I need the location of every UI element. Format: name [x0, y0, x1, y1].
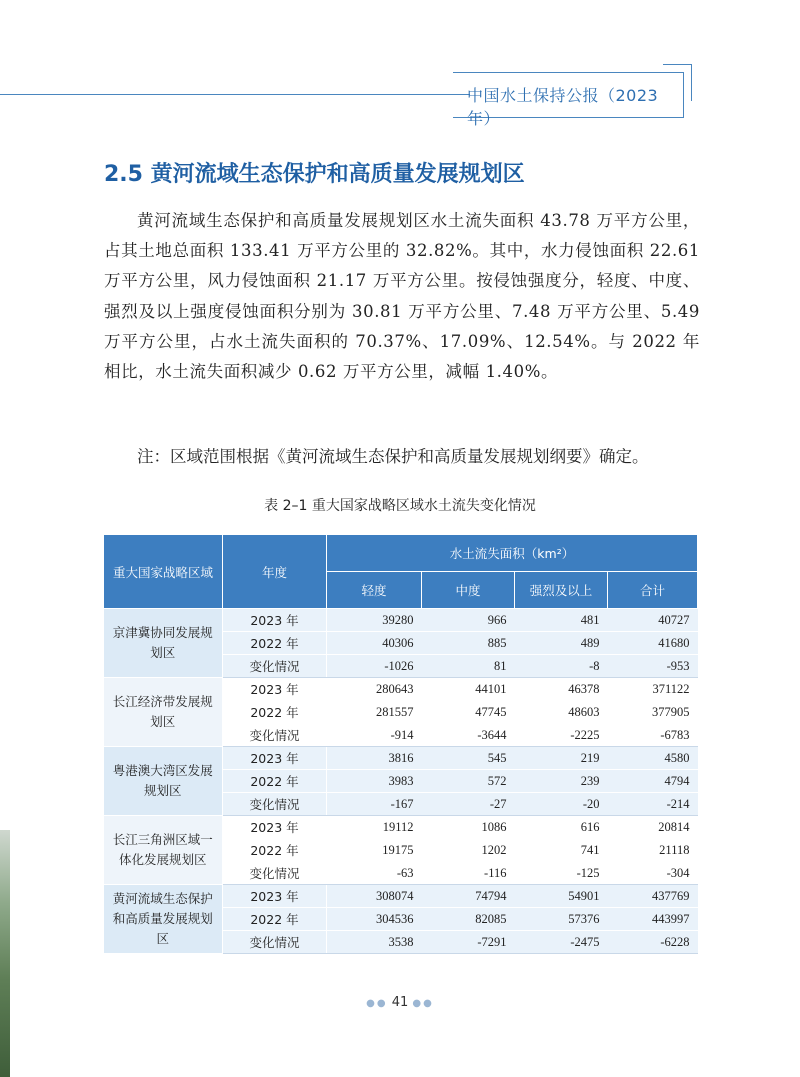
moderate-cell: 74794 [422, 885, 515, 908]
severe-cell: 48603 [515, 701, 608, 724]
total-cell: -953 [608, 655, 698, 678]
total-cell: 437769 [608, 885, 698, 908]
severe-cell: -125 [515, 862, 608, 885]
severe-cell: -2475 [515, 931, 608, 954]
light-cell: -1026 [327, 655, 422, 678]
region-cell: 粤港澳大湾区发展规划区 [104, 747, 223, 816]
total-cell: 40727 [608, 609, 698, 632]
year-cell: 2022 年 [223, 701, 327, 724]
header-moderate: 中度 [422, 572, 515, 609]
year-cell: 2023 年 [223, 816, 327, 839]
moderate-cell: 82085 [422, 908, 515, 931]
light-cell: 3816 [327, 747, 422, 770]
severe-cell: 239 [515, 770, 608, 793]
total-cell: 377905 [608, 701, 698, 724]
moderate-cell: 545 [422, 747, 515, 770]
light-cell: 3538 [327, 931, 422, 954]
moderate-cell: 47745 [422, 701, 515, 724]
light-cell: 40306 [327, 632, 422, 655]
total-cell: -304 [608, 862, 698, 885]
header-severe: 强烈及以上 [515, 572, 608, 609]
total-cell: 443997 [608, 908, 698, 931]
severe-cell: 489 [515, 632, 608, 655]
moderate-cell: -3644 [422, 724, 515, 747]
year-cell: 2022 年 [223, 632, 327, 655]
header-rule [0, 94, 470, 95]
year-cell: 变化情况 [223, 862, 327, 885]
total-cell: 4580 [608, 747, 698, 770]
region-cell: 长江三角洲区域一体化发展规划区 [104, 816, 223, 885]
table-body [104, 609, 698, 954]
region-cell: 黄河流域生态保护和高质量发展规划区 [104, 885, 223, 954]
light-cell: 39280 [327, 609, 422, 632]
severe-cell: 481 [515, 609, 608, 632]
year-cell: 2022 年 [223, 839, 327, 862]
moderate-cell: 966 [422, 609, 515, 632]
light-cell: 304536 [327, 908, 422, 931]
light-cell: 281557 [327, 701, 422, 724]
severe-cell: 57376 [515, 908, 608, 931]
region-note: 注：区域范围根据《黄河流域生态保护和高质量发展规划纲要》确定。 [137, 447, 649, 466]
moderate-cell: -27 [422, 793, 515, 816]
total-cell: 21118 [608, 839, 698, 862]
moderate-cell: 1202 [422, 839, 515, 862]
year-cell: 变化情况 [223, 724, 327, 747]
year-cell: 2022 年 [223, 908, 327, 931]
region-cell: 京津冀协同发展规划区 [104, 609, 223, 678]
moderate-cell: -116 [422, 862, 515, 885]
severe-cell: 54901 [515, 885, 608, 908]
total-cell: -6228 [608, 931, 698, 954]
year-cell: 变化情况 [223, 931, 327, 954]
total-cell: -6783 [608, 724, 698, 747]
year-cell: 2022 年 [223, 770, 327, 793]
section-title: 2.5 黄河流域生态保护和高质量发展规划区 [104, 162, 525, 187]
light-cell: 19175 [327, 839, 422, 862]
table-row [104, 885, 698, 908]
severe-cell: 46378 [515, 678, 608, 701]
year-cell: 2023 年 [223, 609, 327, 632]
header-total: 合计 [608, 572, 698, 609]
region-cell: 长江经济带发展规划区 [104, 678, 223, 747]
moderate-cell: 572 [422, 770, 515, 793]
light-cell: 3983 [327, 770, 422, 793]
total-cell: 41680 [608, 632, 698, 655]
header-year: 年度 [223, 535, 327, 609]
header-area-group: 水土流失面积（km²） [327, 535, 698, 572]
header-light: 轻度 [327, 572, 422, 609]
body-paragraph: 黄河流域生态保护和高质量发展规划区水土流失面积 43.78 万平方公里，占其土地总面积 133.41 万平方公里的 32.82%。其中，水力侵蚀面积 22.61 万平方公里，风力侵蚀面积 21.17 万平方公里。按侵蚀强度分，轻度、中度、强烈及以上强度侵蚀面积分别为 30.81 万平方公里、7.48 万平方公里、5.49 万平方公里，占水土流失面积的 70.37%、17.09%、12.54%。与 2022 年相比，水土流失面积减少 0.62 万平方公里，减幅 1.40%。 [104, 211, 700, 382]
year-cell: 变化情况 [223, 793, 327, 816]
light-cell: -914 [327, 724, 422, 747]
page-footer [0, 995, 800, 1010]
header-region: 重大国家战略区域 [104, 535, 223, 609]
page-number: 41 [391, 995, 409, 1010]
total-cell: 371122 [608, 678, 698, 701]
table-row [104, 609, 698, 632]
edge-photo-strip [0, 830, 10, 1077]
table-row [104, 816, 698, 839]
moderate-cell: 1086 [422, 816, 515, 839]
year-cell: 2023 年 [223, 885, 327, 908]
moderate-cell: 885 [422, 632, 515, 655]
severe-cell: -2225 [515, 724, 608, 747]
total-cell: 4794 [608, 770, 698, 793]
total-cell: 20814 [608, 816, 698, 839]
moderate-cell: 44101 [422, 678, 515, 701]
light-cell: -63 [327, 862, 422, 885]
running-header: 中国水土保持公报（2023 年） [467, 86, 659, 128]
moderate-cell: 81 [422, 655, 515, 678]
severe-cell: -20 [515, 793, 608, 816]
year-cell: 2023 年 [223, 747, 327, 770]
severe-cell: -8 [515, 655, 608, 678]
year-cell: 变化情况 [223, 655, 327, 678]
moderate-cell: -7291 [422, 931, 515, 954]
table-row [104, 678, 698, 701]
year-cell: 2023 年 [223, 678, 327, 701]
light-cell: 19112 [327, 816, 422, 839]
light-cell: 308074 [327, 885, 422, 908]
footer-dots-right: ●● [412, 998, 434, 1009]
footer-dots-left: ●● [366, 998, 388, 1009]
light-cell: -167 [327, 793, 422, 816]
severe-cell: 219 [515, 747, 608, 770]
severe-cell: 741 [515, 839, 608, 862]
soil-erosion-table [103, 534, 698, 954]
severe-cell: 616 [515, 816, 608, 839]
total-cell: -214 [608, 793, 698, 816]
table-row [104, 747, 698, 770]
light-cell: 280643 [327, 678, 422, 701]
table-caption: 表 2–1 重大国家战略区域水土流失变化情况 [264, 498, 536, 514]
